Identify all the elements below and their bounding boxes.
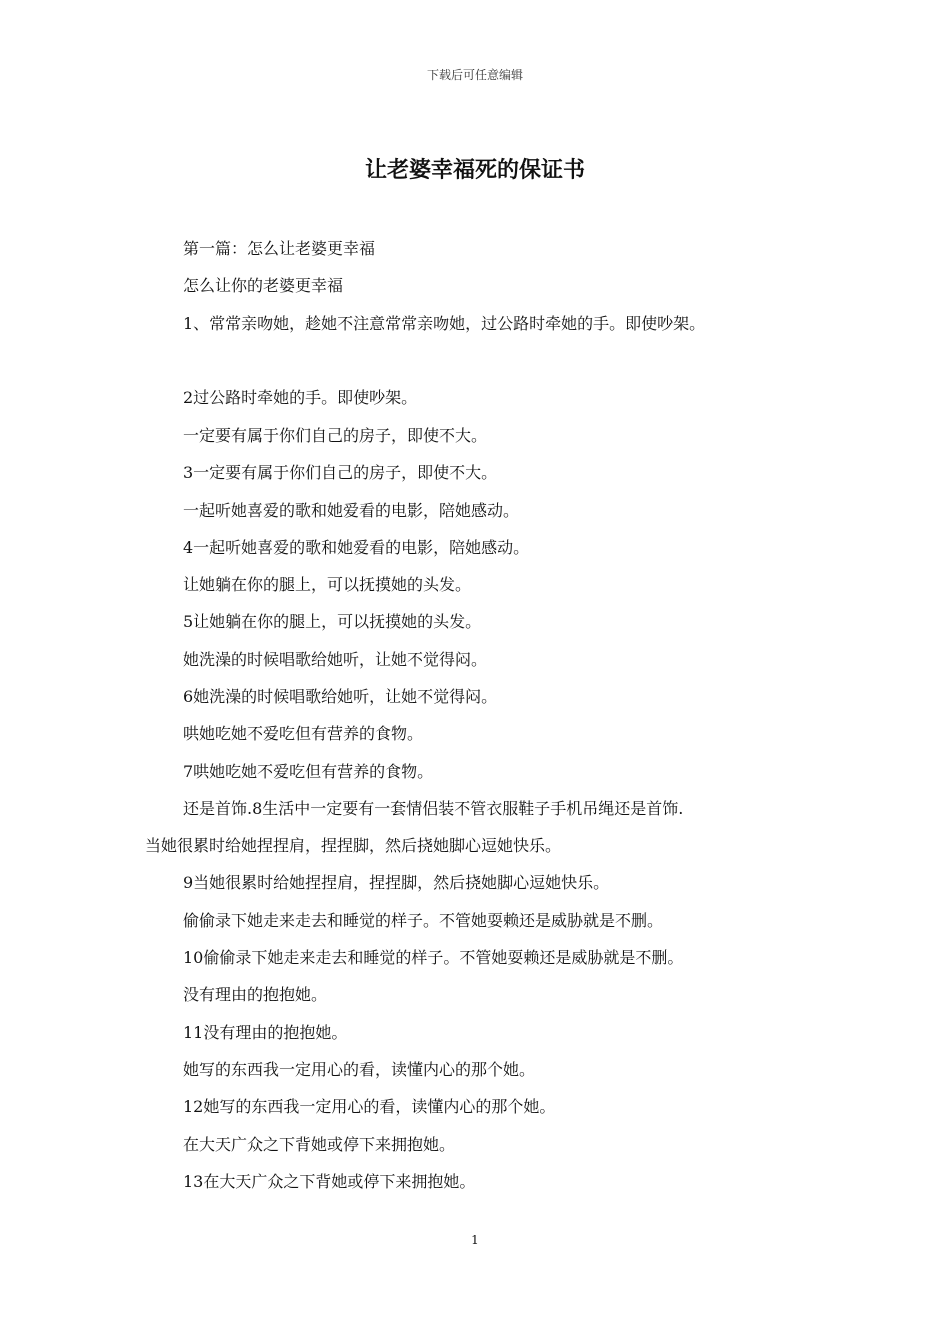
paragraph: 2过公路时牵她的手。即使吵架。 — [183, 388, 418, 407]
paragraph: 一定要有属于你们自己的房子，即使不大。 — [183, 426, 488, 445]
paragraph: 哄她吃她不爱吃但有营养的食物。 — [183, 724, 424, 743]
paragraph: 5让她躺在你的腿上，可以抚摸她的头发。 — [183, 612, 482, 631]
paragraph: 10偷偷录下她走来走去和睡觉的样子。不管她耍赖还是威胁就是不删。 — [183, 948, 684, 967]
paragraph: 没有理由的抱抱她。 — [183, 985, 328, 1004]
paragraph: 11没有理由的抱抱她。 — [183, 1023, 348, 1042]
paragraph: 一起听她喜爱的歌和她爱看的电影，陪她感动。 — [183, 501, 520, 520]
paragraph: 3一定要有属于你们自己的房子，即使不大。 — [183, 463, 498, 482]
paragraph: 13在大天广众之下背她或停下来拥抱她。 — [183, 1172, 476, 1191]
document-title: 让老婆幸福死的保证书 — [364, 157, 585, 183]
paragraph: 4一起听她喜爱的歌和她爱看的电影，陪她感动。 — [183, 538, 530, 557]
paragraph: 偷偷录下她走来走去和睡觉的样子。不管她耍赖还是威胁就是不删。 — [183, 911, 664, 930]
paragraph: 9当她很累时给她捏捏肩，捏捏脚，然后挠她脚心逗她快乐。 — [183, 873, 610, 892]
paragraph: 第一篇：怎么让老婆更幸福 — [183, 239, 376, 258]
page-number: 1 — [471, 1233, 479, 1247]
paragraph: 她写的东西我一定用心的看，读懂内心的那个她。 — [183, 1060, 536, 1079]
paragraph: 1、常常亲吻她，趁她不注意常常亲吻她，过公路时牵她的手。即使吵架。 — [183, 314, 706, 333]
paragraph: 还是首饰.8生活中一定要有一套情侣装不管衣服鞋子手机吊绳还是首饰. — [183, 799, 684, 818]
paragraph: 让她躺在你的腿上，可以抚摸她的头发。 — [183, 575, 472, 594]
paragraph: 7哄她吃她不爱吃但有营养的食物。 — [183, 762, 434, 781]
paragraph: 怎么让你的老婆更幸福 — [183, 276, 344, 295]
paragraph: 她洗澡的时候唱歌给她听，让她不觉得闷。 — [183, 650, 488, 669]
paragraph: 6她洗澡的时候唱歌给她听，让她不觉得闷。 — [183, 687, 498, 706]
paragraph: 在大天广众之下背她或停下来拥抱她。 — [183, 1135, 456, 1154]
paragraph: 12她写的东西我一定用心的看，读懂内心的那个她。 — [183, 1097, 556, 1116]
header-note: 下载后可任意编辑 — [426, 68, 523, 82]
paragraph: 当她很累时给她捏捏肩，捏捏脚，然后挠她脚心逗她快乐。 — [145, 836, 562, 855]
